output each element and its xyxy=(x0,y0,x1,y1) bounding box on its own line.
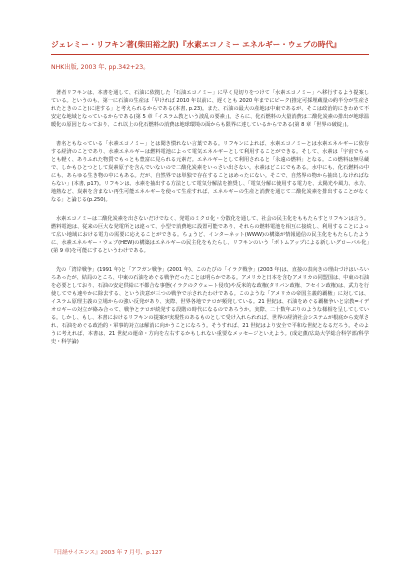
book-citation: NHK出版, 2003 年, pp.342+23。 xyxy=(51,64,150,71)
title-divider xyxy=(51,54,369,55)
article-title: ジェレミー・リフキン著(柴田裕之訳)『水素エコノミー エネルギー・ウェブの時代』 xyxy=(51,40,341,49)
paragraph: 著者リフキンは、本書を通して、石油に依拠した「石油エコノミー」に早く見切りをつけて「水素エコノミー」へ移行するよう提案している。というのも、第一に石油の生産は「早ければ 2010 年以前に、遅くとも 2020 年までにピーク(推定可採埋蔵量の約半分が生産されたときのこと)に達する」と考えられるからである(本書, p.23)。また、石油の最大の産地は中東であるが、そこは政治的にきわめて不安定な地域となっているからである(第 5 章「イスラム教という波乱の要素」)。さらに、化石燃料の大量消費は二酸化炭素の排出が地球温暖化の原因となっており、これ以上の化石燃料の消費は地球環境の面からも限界に達しているからである(第 8 章「世界の破綻」)。 xyxy=(51,90,369,128)
paragraph: 先の「湾岸戦争」(1991 年)と「アフガン戦争」(2001 年)、このたびの「イラク戦争」(2003 年)は、直接の表向きの理由づけはいろいろあったが、結局のところ、中東の石油をめぐる戦争だったことは明らかである。アメリカと日本を含むアメリカの同盟国は、中東の石油を必要としており、石油の安定供給に不都合な事態(イラクのクウェート侵攻)や反米的な政権(タリバン政権、フセイン政権)は、武力を行使してでも速やかに除去する、という決意が三つの戦争で示されたわけである。このような「アメリカの帝国主義的覇権」に対しては、イスラム原理主義の立場からの強い反発があり、実際、世界各地でテロが頻発している。21 世紀は、石油をめぐる覇権争いと宗教=イデオロギーの対立が絡み合って、戦争とテロが続発する段階の時代になるのであろうか。実際、二十数年ぶりのような様相を呈してしている。しかし、もし、本書におけるリフキンの提案が実現性のあるものとして受け入れられれば、世界の経済社会システムが根底から変革され、石油をめぐる政治的・軍事的対立は解消に向かうことになろう。そうすれば、21 世紀はより安全で平和な世紀となるだろう。そのように考えれば、本書は、21 世紀の運命・方向を左右するかもしれない重要なメッセージといえよう。(成定薫/広島大学総合科学部/科学史・科学論) xyxy=(51,267,369,345)
article-body xyxy=(51,89,369,346)
article xyxy=(51,40,369,357)
paragraph: 水素エコノミーは二酸化炭素を出さないだけでなく、発電のミクロ化・分散化を通して、社会の民主化をももたらすとリフキンは言う。燃料電池は、従来の巨大な発電所とは違って、小型で消費地に設置可能であり、それらの燃料電池を相互に接続し、利用することによって広い地域における電力の需要に応えることができる。ちょうど、インターネット(WWW)の構築が情報通信の民主化をもたらしたように、水素エネルギー・ウェブ(HEW)の構築はエネルギーの民主化をもたらし、リフキンのいう「ボトムアップによる新しいグローバル化」(第 9 章)を可能にするというわけである。 xyxy=(51,216,369,254)
paragraph: 書名ともなっている「水素エコノミー」とは聞き慣れない言葉である。リフキンによれば、水素エコノミーとは水素エネルギーに依存する経済のことであり、水素エネルギーは燃料電池によって電気エネルギーとして利用することができる。そして、水素は「宇宙でもっとも軽く、ありふれた物質でもっとも豊富に見られる元素だ。エネルギーとして利用されると「永遠の燃料」となる。この燃料は無尽蔵で、しかもひとつとして炭素原子を含んでいないので二酸化炭素をいっさい出さない。水素はどこにでもある。水中にも、化石燃料の中にも、あらゆる生き物の中にもある。だが、自然界では単独で存在することはめったにない。そこで、自然界の物から抽出しなければならない」(本書, p17)。リフキンは、水素を抽出する方法として電気分解法を推奨し、「電気分解に使用する電力を、太陽光や風力、水力、地熱など、炭素を含まない再生可能エネルギーを使って生産すれば、エネルギーの生産と消費を通じて二酸化炭素を排出することがなくなる」と論じる(p.250)。 xyxy=(51,141,369,203)
source-reference: 『日経サイエンス』2003 年 7 月号、p.127 xyxy=(51,550,163,556)
